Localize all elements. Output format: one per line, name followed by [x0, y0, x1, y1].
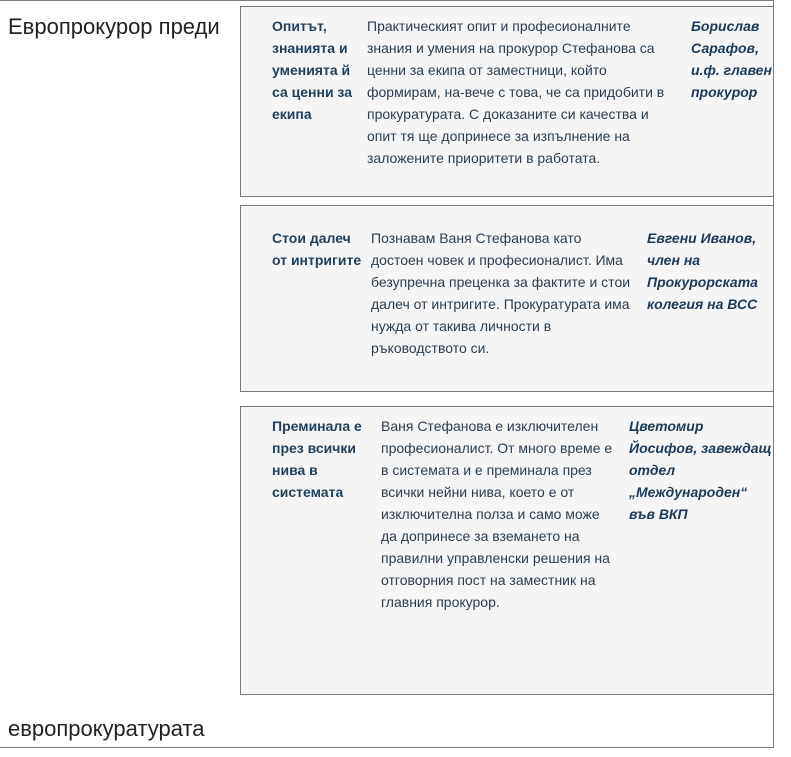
card-author: Евгени Иванов, член на Прокурорската колегия на ВСС	[647, 230, 758, 312]
card-author: Цветомир Йосифов, завеждащ отдел „Международен“ във ВКП	[629, 418, 772, 522]
card-topic: Стои далеч от интригите	[272, 230, 362, 268]
card-quote: Практическият опит и професионалните знания и умения на прокурор Стефанова са ценни за екипа от заместници, който формирам, на-вече с това, че са придобити в прокуратурата. С доказаните си качества и опит тя ще допринесе за изпълнение на заложените приоритети в работата.	[367, 18, 665, 166]
quote-card	[240, 406, 774, 695]
card-topic: Опитът, знанията и уменията й са ценни за екипа	[272, 18, 352, 122]
card-topic: Преминала е през всички нива в системата	[272, 418, 362, 500]
left-column	[0, 0, 240, 748]
quote-card	[240, 6, 774, 197]
card-quote: Ваня Стефанова е изключителен професионалист. От много време е в системата и е преминала през всички нейни нива, което е от изключителна полза и само може да допринесе за вземането на правилни управленски решения на отговорния пост на заместник на главния прокурор.	[381, 418, 613, 610]
card-quote: Познавам Ваня Стефанова като достоен човек и професионалист. Има безупречна преценка за фактите и стои далеч от интригите. Прокуратурата има нужда от такива личности в ръководството си.	[371, 230, 631, 356]
card-author: Борислав Сарафов, и.ф. главен прокурор	[691, 18, 772, 100]
left-bottom-text: европрокуратурата	[8, 716, 205, 741]
quote-card	[240, 205, 774, 392]
left-top-text: Европрокурор преди	[8, 14, 220, 39]
